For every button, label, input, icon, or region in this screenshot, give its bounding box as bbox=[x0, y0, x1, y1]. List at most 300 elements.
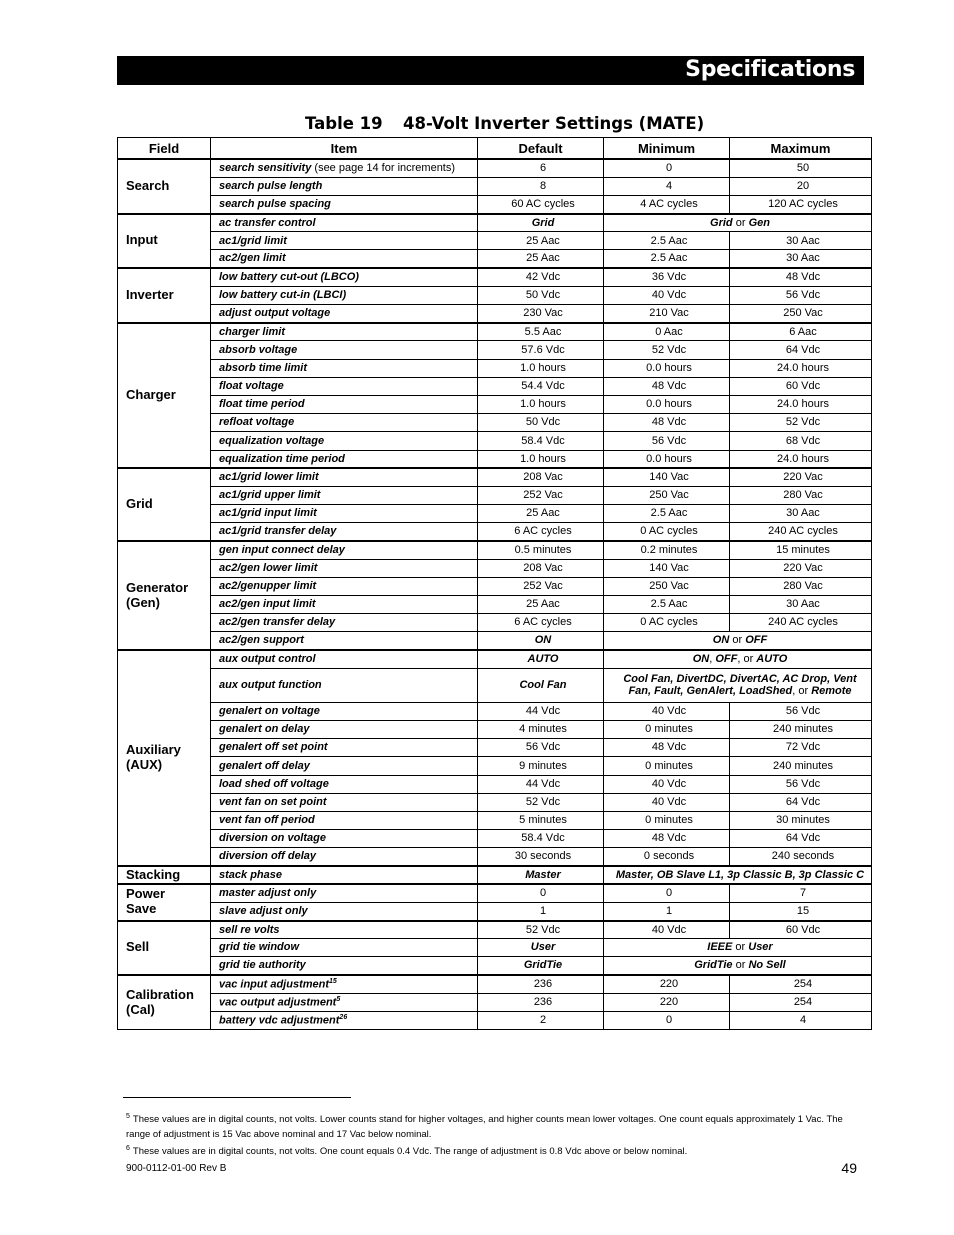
maximum-value: 240 minutes bbox=[730, 720, 872, 738]
field-label: Stacking bbox=[118, 866, 211, 884]
item-name bbox=[211, 921, 478, 939]
item-note: (see page 14 for increments) bbox=[311, 162, 456, 175]
item-name bbox=[211, 866, 478, 884]
page-number: 49 bbox=[841, 1160, 857, 1176]
table-row bbox=[118, 232, 872, 250]
item-text: gen input connect delay bbox=[219, 543, 345, 556]
item-text: genalert off set point bbox=[219, 741, 328, 754]
default-value: 252 Vac bbox=[478, 486, 604, 504]
item-name bbox=[211, 1011, 478, 1029]
maximum-value: 68 Vdc bbox=[730, 432, 872, 450]
table-row bbox=[118, 757, 872, 775]
range-part: IEEE bbox=[707, 941, 733, 954]
item-name bbox=[211, 159, 478, 177]
item-name bbox=[211, 341, 478, 359]
item-name bbox=[211, 775, 478, 793]
maximum-value: 120 AC cycles bbox=[730, 195, 872, 213]
default-value: 1.0 hours bbox=[478, 359, 604, 377]
field-label: Grid bbox=[118, 468, 211, 541]
item-text: ac1/grid input limit bbox=[219, 507, 317, 520]
range-part: Cool Fan, DivertDC, DivertAC, AC Drop, Vent Fan, Fault, GenAlert, LoadShed bbox=[623, 672, 857, 698]
maximum-value: 254 bbox=[730, 975, 872, 993]
item-text: slave adjust only bbox=[219, 904, 308, 917]
item-text: battery vdc adjustment bbox=[219, 1014, 340, 1027]
maximum-value: 64 Vdc bbox=[730, 793, 872, 811]
table-row bbox=[118, 305, 872, 323]
item-name bbox=[211, 884, 478, 902]
table-row bbox=[118, 359, 872, 377]
table-row bbox=[118, 975, 872, 993]
range-part: or bbox=[729, 634, 746, 647]
default-value: 2 bbox=[478, 1011, 604, 1029]
table-row bbox=[118, 793, 872, 811]
maximum-value: 24.0 hours bbox=[730, 450, 872, 468]
default-value: 44 Vdc bbox=[478, 702, 604, 720]
minimum-value: 48 Vdc bbox=[604, 377, 730, 395]
minimum-value: 36 Vdc bbox=[604, 268, 730, 286]
default-value: Grid bbox=[478, 214, 604, 232]
item-text: sell re volts bbox=[219, 923, 280, 936]
footnote-text: These values are in digital counts, not volts. One count equals 0.4 Vdc. The range of adjustment is 0.8 Vdc above or below nominal. bbox=[132, 1146, 688, 1158]
item-text: ac transfer control bbox=[219, 216, 316, 229]
minimum-value: 220 bbox=[604, 975, 730, 993]
minimum-value: 140 Vac bbox=[604, 468, 730, 486]
table-row bbox=[118, 596, 872, 614]
maximum-value: 280 Vac bbox=[730, 577, 872, 595]
item-text: search sensitivity bbox=[219, 162, 312, 175]
item-text: low battery cut-out (LBCO) bbox=[219, 271, 359, 284]
minimum-value: 40 Vdc bbox=[604, 775, 730, 793]
field-label: Calibration (Cal) bbox=[118, 975, 211, 1030]
range-part: No Sell bbox=[748, 959, 786, 972]
item-text: ac1/grid limit bbox=[219, 234, 287, 247]
minimum-value: 210 Vac bbox=[604, 305, 730, 323]
table-row bbox=[118, 414, 872, 432]
maximum-value: 72 Vdc bbox=[730, 739, 872, 757]
default-value: 25 Aac bbox=[478, 596, 604, 614]
table-row bbox=[118, 632, 872, 650]
item-name bbox=[211, 902, 478, 920]
field-label: Input bbox=[118, 214, 211, 269]
field-label: Charger bbox=[118, 323, 211, 469]
default-value: 1.0 hours bbox=[478, 450, 604, 468]
table-row bbox=[118, 921, 872, 939]
table-row bbox=[118, 848, 872, 866]
item-text: float voltage bbox=[219, 380, 284, 393]
minimum-value: 0 minutes bbox=[604, 757, 730, 775]
maximum-value: 4 bbox=[730, 1011, 872, 1029]
item-name bbox=[211, 323, 478, 341]
item-text: ac1/grid upper limit bbox=[219, 489, 321, 502]
table-row bbox=[118, 250, 872, 268]
table-row bbox=[118, 1011, 872, 1029]
item-text: aux output function bbox=[219, 678, 322, 691]
default-value: 236 bbox=[478, 975, 604, 993]
item-text: absorb voltage bbox=[219, 343, 298, 356]
footnote-5 bbox=[126, 1109, 856, 1142]
field-label: Inverter bbox=[118, 268, 211, 323]
range-part: or bbox=[732, 959, 749, 972]
item-text: grid tie authority bbox=[219, 959, 306, 972]
table-row bbox=[118, 559, 872, 577]
minimum-value: 0.0 hours bbox=[604, 450, 730, 468]
table-row bbox=[118, 523, 872, 541]
default-value: 30 seconds bbox=[478, 848, 604, 866]
table-row bbox=[118, 866, 872, 884]
item-name bbox=[211, 702, 478, 720]
item-name bbox=[211, 793, 478, 811]
table-row bbox=[118, 902, 872, 920]
default-value: 25 Aac bbox=[478, 250, 604, 268]
item-text: equalization time period bbox=[219, 452, 345, 465]
item-name bbox=[211, 523, 478, 541]
table-row bbox=[118, 739, 872, 757]
table-row bbox=[118, 159, 872, 177]
maximum-value: 6 Aac bbox=[730, 323, 872, 341]
range-part: GridTie bbox=[694, 959, 733, 972]
item-name bbox=[211, 559, 478, 577]
minimum-value: 52 Vdc bbox=[604, 341, 730, 359]
item-name bbox=[211, 486, 478, 504]
field-label: Auxiliary (AUX) bbox=[118, 650, 211, 866]
minimum-value: 220 bbox=[604, 993, 730, 1011]
item-name bbox=[211, 939, 478, 957]
minimum-value: 0.2 minutes bbox=[604, 541, 730, 559]
footnote-ref: 15 bbox=[329, 977, 337, 985]
range-part: , bbox=[709, 653, 716, 666]
default-value: Cool Fan bbox=[478, 668, 604, 702]
item-text: diversion off delay bbox=[219, 850, 316, 863]
table-row bbox=[118, 432, 872, 450]
field-label: Power Save bbox=[118, 884, 211, 920]
default-value: 5.5 Aac bbox=[478, 323, 604, 341]
item-text: ac2/genupper limit bbox=[219, 580, 317, 593]
table-row bbox=[118, 505, 872, 523]
default-value: 42 Vdc bbox=[478, 268, 604, 286]
column-header-item: Item bbox=[211, 138, 478, 160]
item-text: master adjust only bbox=[219, 887, 317, 900]
item-text: grid tie window bbox=[219, 941, 300, 954]
item-text: vent fan on set point bbox=[219, 795, 327, 808]
footnote-mark: 5 bbox=[126, 1113, 130, 1120]
item-name bbox=[211, 414, 478, 432]
table-row bbox=[118, 614, 872, 632]
column-header-maximum: Maximum bbox=[730, 138, 872, 160]
table-row bbox=[118, 450, 872, 468]
range-value bbox=[604, 939, 872, 957]
table-number: Table 19 bbox=[305, 114, 383, 133]
default-value: 25 Aac bbox=[478, 505, 604, 523]
item-name bbox=[211, 957, 478, 975]
column-header-default: Default bbox=[478, 138, 604, 160]
minimum-value: 48 Vdc bbox=[604, 830, 730, 848]
maximum-value: 60 Vdc bbox=[730, 377, 872, 395]
maximum-value: 60 Vdc bbox=[730, 921, 872, 939]
item-name bbox=[211, 195, 478, 213]
default-value: 58.4 Vdc bbox=[478, 432, 604, 450]
maximum-value: 56 Vdc bbox=[730, 286, 872, 304]
minimum-value: 2.5 Aac bbox=[604, 596, 730, 614]
table-row bbox=[118, 775, 872, 793]
range-part: or bbox=[732, 941, 749, 954]
table-row bbox=[118, 341, 872, 359]
default-value: 1 bbox=[478, 902, 604, 920]
table-row bbox=[118, 884, 872, 902]
item-name bbox=[211, 395, 478, 413]
item-name bbox=[211, 614, 478, 632]
minimum-value: 0 bbox=[604, 159, 730, 177]
document-number: 900-0112-01-00 Rev B bbox=[126, 1163, 227, 1174]
default-value: 25 Aac bbox=[478, 232, 604, 250]
item-text: ac2/gen lower limit bbox=[219, 561, 318, 574]
item-name bbox=[211, 975, 478, 993]
item-text: refloat voltage bbox=[219, 416, 295, 429]
range-value bbox=[604, 866, 872, 884]
maximum-value: 250 Vac bbox=[730, 305, 872, 323]
item-text: load shed off voltage bbox=[219, 777, 329, 790]
item-name bbox=[211, 214, 478, 232]
range-value bbox=[604, 214, 872, 232]
item-name bbox=[211, 632, 478, 650]
default-value: 6 bbox=[478, 159, 604, 177]
range-part: ON bbox=[692, 653, 710, 666]
footnote-6 bbox=[126, 1141, 856, 1159]
table-row bbox=[118, 214, 872, 232]
default-value: 5 minutes bbox=[478, 811, 604, 829]
default-value: 44 Vdc bbox=[478, 775, 604, 793]
column-header-minimum: Minimum bbox=[604, 138, 730, 160]
item-name bbox=[211, 359, 478, 377]
table-row bbox=[118, 720, 872, 738]
item-text: equalization voltage bbox=[219, 434, 325, 447]
minimum-value: 40 Vdc bbox=[604, 702, 730, 720]
item-text: genalert off delay bbox=[219, 759, 310, 772]
minimum-value: 0 AC cycles bbox=[604, 614, 730, 632]
maximum-value: 220 Vac bbox=[730, 468, 872, 486]
default-value: 208 Vac bbox=[478, 468, 604, 486]
item-text: aux output control bbox=[219, 653, 316, 666]
table-body bbox=[118, 159, 872, 1030]
maximum-value: 220 Vac bbox=[730, 559, 872, 577]
table-row bbox=[118, 650, 872, 668]
table-row bbox=[118, 939, 872, 957]
item-name bbox=[211, 286, 478, 304]
minimum-value: 0 Aac bbox=[604, 323, 730, 341]
default-value: 230 Vac bbox=[478, 305, 604, 323]
minimum-value: 0 AC cycles bbox=[604, 523, 730, 541]
item-text: search pulse spacing bbox=[219, 197, 331, 210]
default-value: 52 Vdc bbox=[478, 921, 604, 939]
item-name bbox=[211, 668, 478, 702]
item-name bbox=[211, 468, 478, 486]
table-row bbox=[118, 377, 872, 395]
default-value: 6 AC cycles bbox=[478, 523, 604, 541]
item-text: ac1/grid transfer delay bbox=[219, 525, 337, 538]
minimum-value: 250 Vac bbox=[604, 577, 730, 595]
maximum-value: 20 bbox=[730, 177, 872, 195]
table-row bbox=[118, 286, 872, 304]
maximum-value: 56 Vdc bbox=[730, 775, 872, 793]
table-caption bbox=[305, 114, 704, 133]
item-name bbox=[211, 848, 478, 866]
minimum-value: 140 Vac bbox=[604, 559, 730, 577]
range-value bbox=[604, 650, 872, 668]
range-part: OFF bbox=[715, 653, 738, 666]
maximum-value: 30 minutes bbox=[730, 811, 872, 829]
default-value: 6 AC cycles bbox=[478, 614, 604, 632]
default-value: 52 Vdc bbox=[478, 793, 604, 811]
item-text: ac2/gen transfer delay bbox=[219, 616, 336, 629]
default-value: 0.5 minutes bbox=[478, 541, 604, 559]
item-text: stack phase bbox=[219, 868, 282, 881]
range-part: Grid bbox=[710, 216, 733, 229]
maximum-value: 56 Vdc bbox=[730, 702, 872, 720]
default-value: GridTie bbox=[478, 957, 604, 975]
maximum-value: 15 minutes bbox=[730, 541, 872, 559]
maximum-value: 64 Vdc bbox=[730, 341, 872, 359]
footnote-mark: 6 bbox=[126, 1145, 130, 1152]
maximum-value: 240 AC cycles bbox=[730, 523, 872, 541]
minimum-value: 0 seconds bbox=[604, 848, 730, 866]
default-value: 57.6 Vdc bbox=[478, 341, 604, 359]
range-part: , or bbox=[792, 685, 812, 698]
field-label: Search bbox=[118, 159, 211, 214]
item-name bbox=[211, 268, 478, 286]
item-name bbox=[211, 577, 478, 595]
item-text: float time period bbox=[219, 398, 305, 411]
maximum-value: 7 bbox=[730, 884, 872, 902]
range-part: User bbox=[748, 941, 773, 954]
table-row bbox=[118, 395, 872, 413]
range-part: OFF bbox=[745, 634, 768, 647]
default-value: 1.0 hours bbox=[478, 395, 604, 413]
maximum-value: 24.0 hours bbox=[730, 395, 872, 413]
maximum-value: 30 Aac bbox=[730, 250, 872, 268]
maximum-value: 240 seconds bbox=[730, 848, 872, 866]
range-part: Master, OB Slave L1, 3p Classic B, 3p Classic C bbox=[615, 868, 865, 881]
maximum-value: 240 AC cycles bbox=[730, 614, 872, 632]
maximum-value: 30 Aac bbox=[730, 505, 872, 523]
default-value: 60 AC cycles bbox=[478, 195, 604, 213]
default-value: 56 Vdc bbox=[478, 739, 604, 757]
item-text: vac output adjustment bbox=[219, 996, 337, 1009]
table-row bbox=[118, 486, 872, 504]
default-value: AUTO bbox=[478, 650, 604, 668]
default-value: 54.4 Vdc bbox=[478, 377, 604, 395]
item-text: adjust output voltage bbox=[219, 307, 331, 320]
maximum-value: 24.0 hours bbox=[730, 359, 872, 377]
item-text: charger limit bbox=[219, 325, 286, 338]
minimum-value: 0 bbox=[604, 1011, 730, 1029]
default-value: 50 Vdc bbox=[478, 414, 604, 432]
minimum-value: 0.0 hours bbox=[604, 395, 730, 413]
minimum-value: 48 Vdc bbox=[604, 414, 730, 432]
item-text: genalert on voltage bbox=[219, 705, 320, 718]
table-row bbox=[118, 957, 872, 975]
item-text: low battery cut-in (LBCI) bbox=[219, 289, 347, 302]
range-part: or bbox=[732, 216, 749, 229]
minimum-value: 40 Vdc bbox=[604, 793, 730, 811]
range-value bbox=[604, 632, 872, 650]
item-name bbox=[211, 432, 478, 450]
default-value: 9 minutes bbox=[478, 757, 604, 775]
minimum-value: 56 Vdc bbox=[604, 432, 730, 450]
table-title: 48-Volt Inverter Settings (MATE) bbox=[403, 114, 705, 133]
item-text: ac2/gen support bbox=[219, 634, 304, 647]
table-row bbox=[118, 811, 872, 829]
table-row bbox=[118, 668, 872, 702]
table-row bbox=[118, 702, 872, 720]
item-name bbox=[211, 450, 478, 468]
table-row bbox=[118, 177, 872, 195]
default-value: 208 Vac bbox=[478, 559, 604, 577]
maximum-value: 52 Vdc bbox=[730, 414, 872, 432]
minimum-value: 0 minutes bbox=[604, 811, 730, 829]
column-header-field: Field bbox=[118, 138, 211, 160]
maximum-value: 30 Aac bbox=[730, 232, 872, 250]
default-value: 50 Vdc bbox=[478, 286, 604, 304]
item-name bbox=[211, 757, 478, 775]
table-row bbox=[118, 541, 872, 559]
default-value: 236 bbox=[478, 993, 604, 1011]
minimum-value: 1 bbox=[604, 902, 730, 920]
range-part: ON bbox=[712, 634, 730, 647]
item-name bbox=[211, 596, 478, 614]
table-row bbox=[118, 577, 872, 595]
section-header-bar bbox=[117, 56, 864, 85]
item-name bbox=[211, 811, 478, 829]
default-value: 252 Vac bbox=[478, 577, 604, 595]
item-name bbox=[211, 830, 478, 848]
minimum-value: 0 bbox=[604, 884, 730, 902]
item-text: absorb time limit bbox=[219, 361, 308, 374]
table-row bbox=[118, 468, 872, 486]
range-part: AUTO bbox=[756, 653, 788, 666]
footnote-text: These values are in digital counts, not volts. Lower counts stand for higher voltages, and higher counts mean lower voltages. One count equals approximately 1 Vac. The range of adjustment is 15 Vac above nominal and 17 Vac below nominal. bbox=[126, 1114, 843, 1141]
item-text: search pulse length bbox=[219, 179, 323, 192]
default-value: ON bbox=[478, 632, 604, 650]
item-name bbox=[211, 250, 478, 268]
item-text: ac1/grid lower limit bbox=[219, 471, 319, 484]
maximum-value: 50 bbox=[730, 159, 872, 177]
item-name bbox=[211, 305, 478, 323]
default-value: 8 bbox=[478, 177, 604, 195]
table-row bbox=[118, 993, 872, 1011]
maximum-value: 15 bbox=[730, 902, 872, 920]
item-name bbox=[211, 505, 478, 523]
item-name bbox=[211, 377, 478, 395]
maximum-value: 240 minutes bbox=[730, 757, 872, 775]
maximum-value: 280 Vac bbox=[730, 486, 872, 504]
default-value: 4 minutes bbox=[478, 720, 604, 738]
item-name bbox=[211, 720, 478, 738]
minimum-value: 2.5 Aac bbox=[604, 250, 730, 268]
maximum-value: 30 Aac bbox=[730, 596, 872, 614]
minimum-value: 0 minutes bbox=[604, 720, 730, 738]
field-label: Generator (Gen) bbox=[118, 541, 211, 650]
item-name bbox=[211, 177, 478, 195]
minimum-value: 48 Vdc bbox=[604, 739, 730, 757]
table-row bbox=[118, 268, 872, 286]
minimum-value: 2.5 Aac bbox=[604, 232, 730, 250]
item-name bbox=[211, 541, 478, 559]
range-part: , or bbox=[737, 653, 757, 666]
item-text: genalert on delay bbox=[219, 723, 310, 736]
item-text: ac2/gen input limit bbox=[219, 598, 316, 611]
item-text: vac input adjustment bbox=[219, 978, 330, 991]
default-value: Master bbox=[478, 866, 604, 884]
table-header-row bbox=[118, 138, 872, 160]
